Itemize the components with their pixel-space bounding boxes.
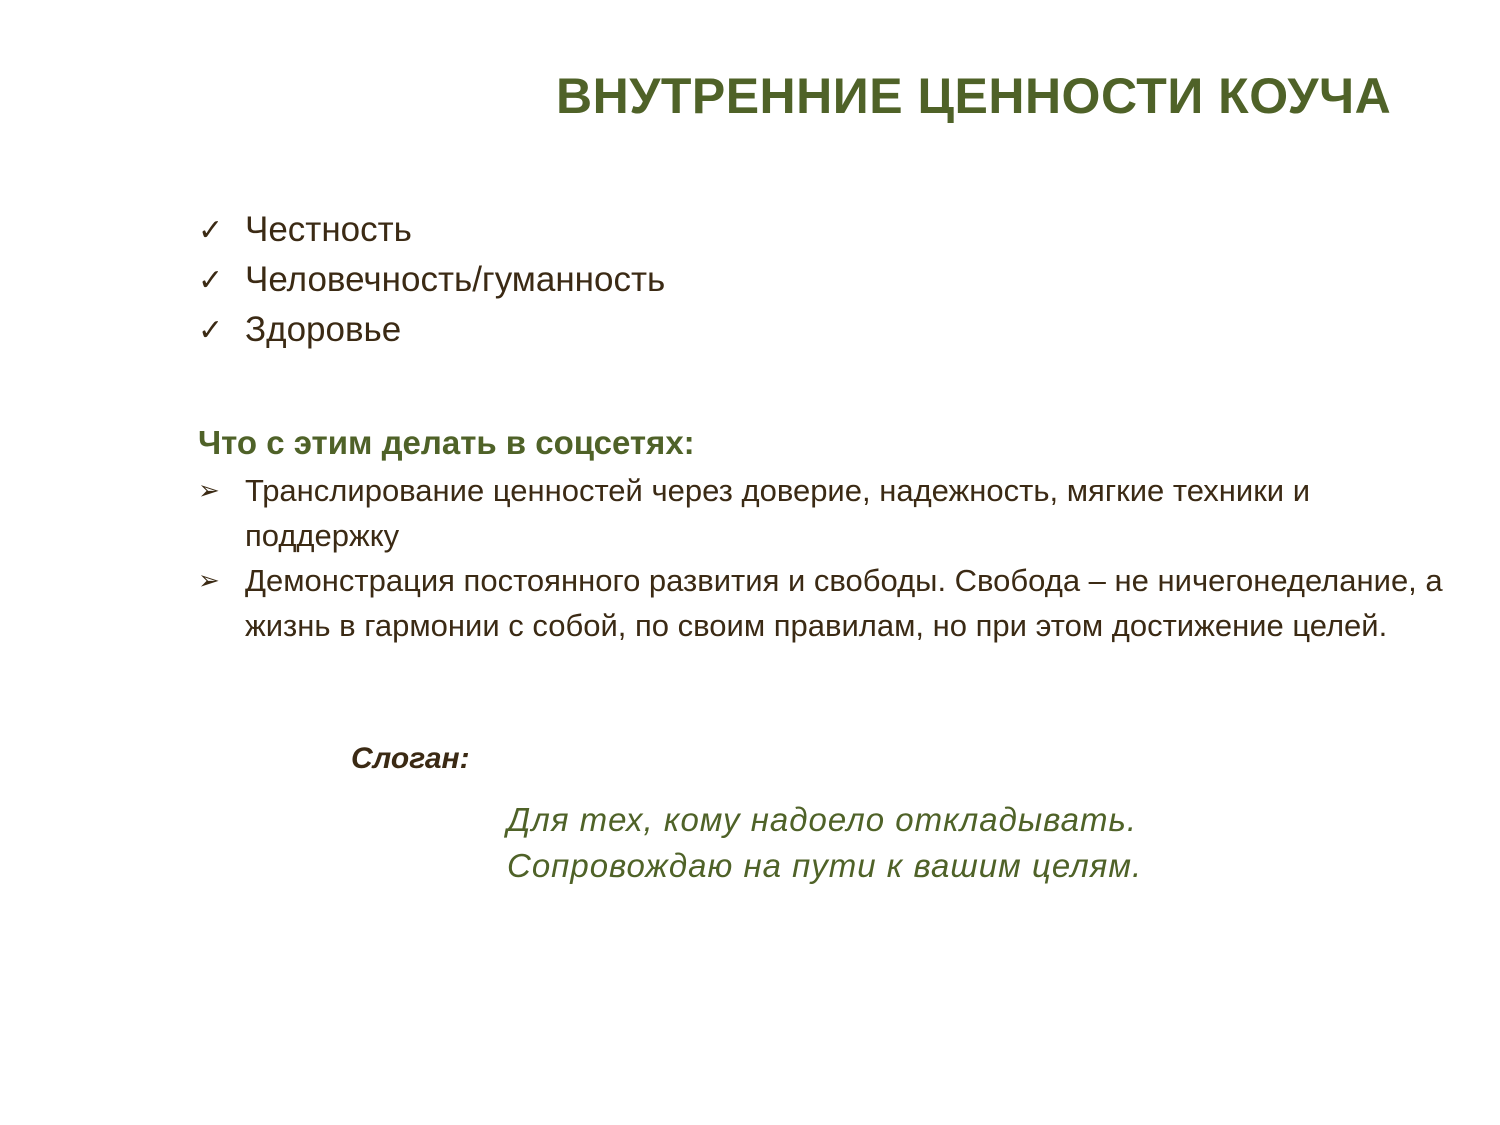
social-heading: Что с этим делать в соцсетях: [198, 424, 695, 461]
value-label: Человечность/гуманность [245, 260, 666, 299]
values-list-item [198, 305, 665, 355]
values-list [198, 205, 665, 355]
checkmark-icon: ✓ [198, 263, 224, 297]
checkmark-icon: ✓ [198, 313, 224, 347]
social-list-item [198, 468, 1460, 558]
slogan-label: Слоган: [351, 742, 470, 775]
social-item-text: Демонстрация постоянного развития и свободы. Свобода – не ничегонеделание, а жизнь в гармонии с собой, по своим правилам, но при этом достижение целей. [245, 563, 1443, 643]
slogan-text [507, 797, 1142, 889]
arrow-bullet-icon: ➢ [198, 565, 220, 595]
slogan-line: Сопровождаю на пути к вашим целям. [507, 847, 1143, 884]
values-list-item [198, 255, 665, 305]
checkmark-icon: ✓ [198, 213, 224, 247]
slogan-line: Для тех, кому надоело откладывать. [507, 801, 1137, 838]
value-label: Честность [245, 210, 412, 249]
value-label: Здоровье [245, 310, 402, 349]
arrow-bullet-icon: ➢ [198, 475, 220, 505]
social-list [198, 468, 1460, 648]
social-item-text: Транслирование ценностей через доверие, надежность, мягкие техники и поддержку [245, 473, 1311, 553]
values-list-item [198, 205, 665, 255]
social-list-item [198, 558, 1460, 648]
slide-title: ВНУТРЕННИЕ ЦЕННОСТИ КОУЧА [556, 68, 1392, 124]
